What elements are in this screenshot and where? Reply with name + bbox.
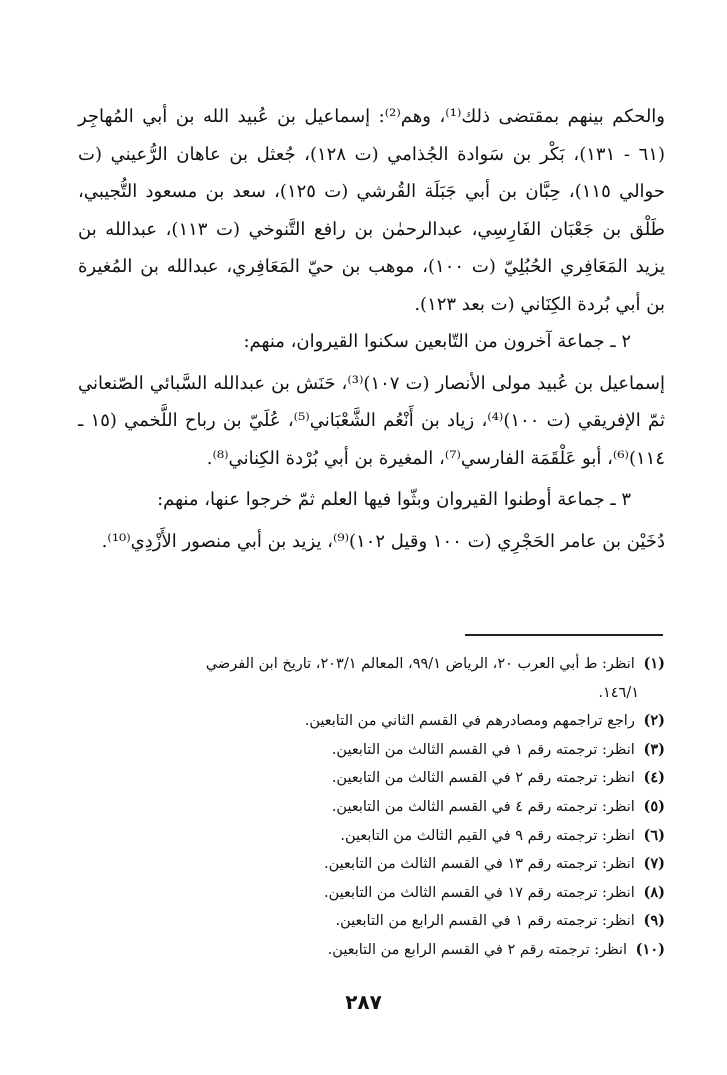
footnote-number: (٧) [643,855,665,873]
footnote-item [80,764,665,793]
footnote-text: انظر: ترجمته رقم ١ في القسم الرابع من التابعين. [335,913,635,930]
footnote-item [80,707,665,736]
footnote-text: انظر: ترجمته رقم ١٣ في القسم الثالث من التابعين. [324,856,635,873]
footnote-number: (٩) [643,912,665,930]
footnote-number: (٦) [643,826,665,844]
paragraph-1: والحكم بينهم بمقتضى ذلك⁽¹⁾، وهم⁽²⁾: إسماعيل بن عُبيد الله بن أبي المُهاجِر (٦١ - ١٣١)، بَكْر بن سَوادة الجُذامي (ت ١٢٨)، جُعثل بن عاهان الرُّعيني (ت حوالي ١١٥)، حِبَّان بن أبي جَبَلَة القُرشي (ت ١٢٥)، سعد بن مسعود التُّجيبي، طَلْق بن جَعْبَان الفَارِسِي، عبدالرحمٰن بن رافع التَّنوخي (ت ١١٣)، عبدالله بن يزيد المَعَافِري الحُبُلِيّ (ت ١٠٠)، موهب بن حيّ المَعَافِري، عبدالله بن المُغيرة بن أبي بُردة الكِنَاني (ت بعد ١٢٣). [78,106,666,315]
page-number: ٢٨٧ [345,990,382,1014]
footnote-number: (١) [643,655,665,672]
footnote-text: انظر: ترجمته رقم ٩ في القيم الثالث من التابعين. [340,827,635,844]
footnote-text: انظر: ترجمته رقم ٤ في القسم الثالث من التابعين. [331,798,635,815]
footnote-number: (٤) [643,769,665,787]
footnote-item [80,850,665,879]
paragraph-2: إسماعيل بن عُبيد مولى الأنصار (ت ١٠٧)⁽³⁾، حَنَش بن عبدالله السَّبائي الصّنعاني ثمّ الإفريقي (ت ١٠٠)⁽⁴⁾، زياد بن أَنْعُم الشَّعْبَاني⁽⁵⁾، عُلَيّ بن رباح اللَّخمي (١٥ ـ ١١٤)⁽⁶⁾، أبو عَلْقَمَة الفارسي⁽⁷⁾، المغيرة بن أبي بُرْدة الكِناني⁽⁸⁾. [78,372,666,469]
footnote-text: انظر: ترجمته رقم ٢ في القسم الرابع من التابعين. [327,941,628,958]
footnote-number: (١٠) [635,940,665,958]
footnote-text: راجع تراجمهم ومصادرهم في القسم الثاني من التابعين. [304,713,635,730]
footnote-text: انظر: ط أبي العرب ٢٠، الرياض ٩٩/١، المعالم ٢٠٣/١، تاريخ ابن الفرضي [205,656,635,672]
footnote-item [80,793,665,822]
paragraph-3: دُخَيْن بن عامر الحَجْرِي (ت ١٠٠ وقيل ١٠٢)⁽⁹⁾، يزيد بن أبي منصور الأَزْدِي⁽¹⁰⁾. [101,530,665,552]
main-text [78,98,665,560]
footnote-number: (٣) [643,740,665,758]
footnote-text: انظر: ترجمته رقم ١ في القسم الثالث من التابعين. [331,741,635,758]
footnote-text: انظر: ترجمته رقم ١٧ في القسم الثالث من التابعين. [324,884,635,901]
footnote-continuation: ١٤٦/١. [598,684,639,701]
footnote-item [80,936,665,965]
footnote-number: (٨) [643,883,665,901]
footnote-item [80,650,665,707]
section-heading-3: ٣ ـ جماعة أوطنوا القيروان وبثّوا فيها العلم ثمّ خرجوا عنها، منهم: [157,489,631,510]
footnote-item [80,907,665,936]
footnote-number: (٥) [643,797,665,815]
footnote-text: انظر: ترجمته رقم ٢ في القسم الثالث من التابعين. [331,770,635,787]
footnotes-list [80,650,665,965]
section-heading-2: ٢ ـ جماعة آخرون من التّابعين سكنوا القيروان، منهم: [243,331,631,352]
footnote-number: (٢) [643,712,665,730]
footnote-item [80,879,665,908]
footnote-item [80,736,665,765]
footnote-item [80,822,665,851]
footnote-separator [465,634,663,636]
